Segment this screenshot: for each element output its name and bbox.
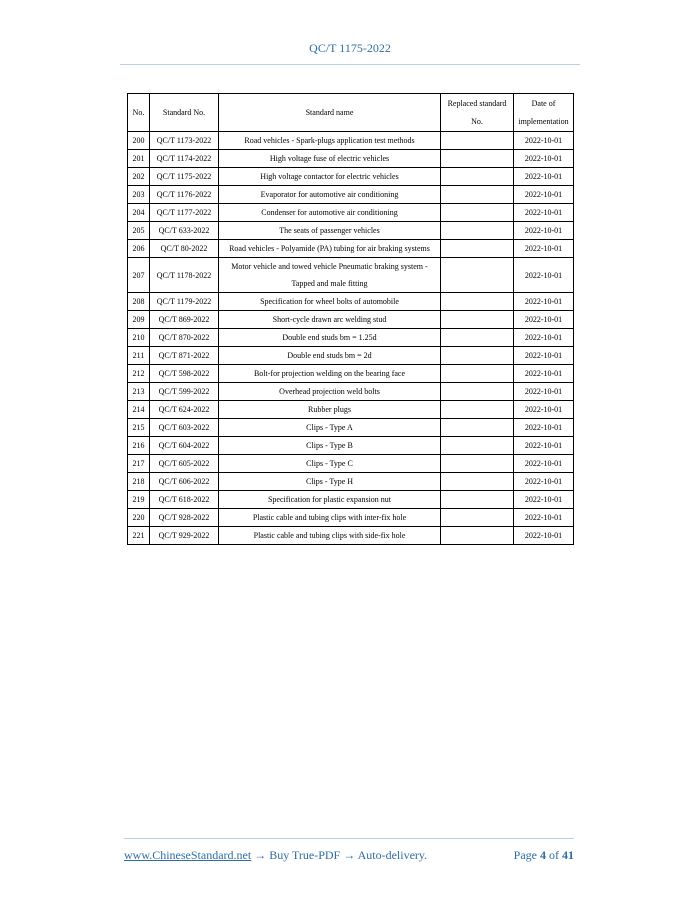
cell-replaced: [441, 527, 514, 545]
table-body: [128, 132, 574, 545]
table-row: [128, 132, 574, 150]
cell-standard-name: Specification for plastic expansion nut: [219, 491, 441, 509]
table-row: [128, 329, 574, 347]
table-row: [128, 311, 574, 329]
cell-replaced: [441, 168, 514, 186]
cell-standard-name: Clips - Type B: [219, 437, 441, 455]
page-number: 4: [540, 848, 546, 862]
table-row: [128, 347, 574, 365]
table-row: [128, 491, 574, 509]
cell-date: 2022-10-01: [514, 455, 574, 473]
table-row: [128, 293, 574, 311]
cell-standard-no: QC/T 929-2022: [150, 527, 219, 545]
cell-replaced: [441, 258, 514, 293]
cell-standard-name: High voltage fuse of electric vehicles: [219, 150, 441, 168]
table-row: [128, 419, 574, 437]
cell-standard-no: QC/T 870-2022: [150, 329, 219, 347]
cell-standard-no: QC/T 1173-2022: [150, 132, 219, 150]
table-row: [128, 527, 574, 545]
cell-date: 2022-10-01: [514, 311, 574, 329]
table-row: [128, 222, 574, 240]
buy-pdf-link[interactable]: Buy True-PDF: [269, 848, 341, 862]
cell-standard-no: QC/T 871-2022: [150, 347, 219, 365]
table-row: [128, 383, 574, 401]
table-row: [128, 168, 574, 186]
cell-no: 213: [128, 383, 150, 401]
table-row: [128, 204, 574, 222]
cell-replaced: [441, 509, 514, 527]
delivery-text: Auto-delivery.: [357, 848, 428, 862]
cell-standard-name: Clips - Type H: [219, 473, 441, 491]
table-row: [128, 258, 574, 293]
cell-no: 221: [128, 527, 150, 545]
cell-replaced: [441, 240, 514, 258]
cell-standard-name: Double end studs bm = 2d: [219, 347, 441, 365]
col-header-standard-no: Standard No.: [150, 94, 219, 132]
cell-replaced: [441, 132, 514, 150]
cell-no: 208: [128, 293, 150, 311]
cell-no: 219: [128, 491, 150, 509]
cell-replaced: [441, 455, 514, 473]
table-row: [128, 365, 574, 383]
cell-no: 200: [128, 132, 150, 150]
cell-standard-no: QC/T 1179-2022: [150, 293, 219, 311]
cell-standard-name: Rubber plugs: [219, 401, 441, 419]
cell-standard-name: Overhead projection weld bolts: [219, 383, 441, 401]
cell-date: 2022-10-01: [514, 383, 574, 401]
cell-date: 2022-10-01: [514, 258, 574, 293]
cell-replaced: [441, 293, 514, 311]
page-total: 41: [562, 848, 574, 862]
cell-standard-no: QC/T 624-2022: [150, 401, 219, 419]
cell-standard-no: QC/T 1178-2022: [150, 258, 219, 293]
arrow-right-icon: →: [254, 848, 267, 862]
cell-replaced: [441, 222, 514, 240]
cell-date: 2022-10-01: [514, 527, 574, 545]
arrow-right-icon: →: [343, 848, 356, 862]
cell-date: 2022-10-01: [514, 401, 574, 419]
standards-table: [127, 93, 574, 545]
cell-no: 217: [128, 455, 150, 473]
cell-standard-name: Road vehicles - Spark-plugs application test methods: [219, 132, 441, 150]
footer-promo: [124, 848, 427, 863]
cell-standard-no: QC/T 1177-2022: [150, 204, 219, 222]
cell-no: 204: [128, 204, 150, 222]
table-row: [128, 455, 574, 473]
cell-date: 2022-10-01: [514, 150, 574, 168]
header-divider: [120, 64, 580, 65]
cell-standard-no: QC/T 869-2022: [150, 311, 219, 329]
cell-date: 2022-10-01: [514, 419, 574, 437]
cell-standard-no: QC/T 604-2022: [150, 437, 219, 455]
cell-date: 2022-10-01: [514, 329, 574, 347]
cell-no: 203: [128, 186, 150, 204]
cell-date: 2022-10-01: [514, 204, 574, 222]
cell-no: 218: [128, 473, 150, 491]
cell-standard-name: Bolt-for projection welding on the bearing face: [219, 365, 441, 383]
cell-standard-no: QC/T 598-2022: [150, 365, 219, 383]
table-header-row: [128, 94, 574, 132]
cell-no: 212: [128, 365, 150, 383]
cell-standard-no: QC/T 605-2022: [150, 455, 219, 473]
cell-no: 216: [128, 437, 150, 455]
col-header-no: No.: [128, 94, 150, 132]
cell-standard-no: QC/T 603-2022: [150, 419, 219, 437]
cell-date: 2022-10-01: [514, 473, 574, 491]
cell-standard-no: QC/T 928-2022: [150, 509, 219, 527]
table-row: [128, 473, 574, 491]
cell-replaced: [441, 311, 514, 329]
cell-standard-no: QC/T 633-2022: [150, 222, 219, 240]
cell-replaced: [441, 150, 514, 168]
cell-replaced: [441, 419, 514, 437]
cell-no: 202: [128, 168, 150, 186]
cell-replaced: [441, 401, 514, 419]
cell-no: 206: [128, 240, 150, 258]
cell-standard-no: QC/T 80-2022: [150, 240, 219, 258]
cell-date: 2022-10-01: [514, 222, 574, 240]
table-row: [128, 150, 574, 168]
cell-standard-name: Short-cycle drawn arc welding stud: [219, 311, 441, 329]
cell-date: 2022-10-01: [514, 491, 574, 509]
cell-no: 214: [128, 401, 150, 419]
cell-no: 220: [128, 509, 150, 527]
cell-standard-name: The seats of passenger vehicles: [219, 222, 441, 240]
cell-standard-no: QC/T 618-2022: [150, 491, 219, 509]
cell-replaced: [441, 437, 514, 455]
cell-standard-name: Road vehicles - Polyamide (PA) tubing for air braking systems: [219, 240, 441, 258]
cell-replaced: [441, 329, 514, 347]
site-link[interactable]: www.ChineseStandard.net: [124, 848, 252, 862]
cell-date: 2022-10-01: [514, 347, 574, 365]
table-row: [128, 509, 574, 527]
table-row: [128, 401, 574, 419]
col-header-date: Date of implementation: [514, 94, 574, 132]
cell-no: 201: [128, 150, 150, 168]
cell-standard-name: Plastic cable and tubing clips with inter-fix hole: [219, 509, 441, 527]
cell-standard-name: Evaporator for automotive air conditioning: [219, 186, 441, 204]
cell-standard-name: Clips - Type A: [219, 419, 441, 437]
page-header-title: QC/T 1175-2022: [309, 41, 391, 55]
cell-standard-name: Double end studs bm = 1.25d: [219, 329, 441, 347]
cell-standard-no: QC/T 1176-2022: [150, 186, 219, 204]
cell-replaced: [441, 186, 514, 204]
cell-standard-name: Plastic cable and tubing clips with side-fix hole: [219, 527, 441, 545]
cell-no: 209: [128, 311, 150, 329]
cell-replaced: [441, 383, 514, 401]
cell-standard-no: QC/T 606-2022: [150, 473, 219, 491]
cell-no: 210: [128, 329, 150, 347]
table-row: [128, 240, 574, 258]
cell-standard-name: Clips - Type C: [219, 455, 441, 473]
cell-replaced: [441, 473, 514, 491]
cell-standard-name: Motor vehicle and towed vehicle Pneumatic braking system - Tapped and male fitting: [219, 258, 441, 293]
of-word: of: [549, 848, 559, 862]
cell-no: 215: [128, 419, 150, 437]
cell-date: 2022-10-01: [514, 437, 574, 455]
cell-no: 207: [128, 258, 150, 293]
table-row: [128, 437, 574, 455]
cell-replaced: [441, 365, 514, 383]
cell-date: 2022-10-01: [514, 186, 574, 204]
page-indicator: [514, 848, 574, 863]
table-row: [128, 186, 574, 204]
cell-standard-no: QC/T 1174-2022: [150, 150, 219, 168]
footer-divider: [124, 838, 574, 839]
page-word: Page: [513, 848, 537, 862]
cell-standard-name: High voltage contactor for electric vehicles: [219, 168, 441, 186]
col-header-standard-name: Standard name: [219, 94, 441, 132]
cell-date: 2022-10-01: [514, 132, 574, 150]
cell-standard-name: Condenser for automotive air conditioning: [219, 204, 441, 222]
cell-date: 2022-10-01: [514, 293, 574, 311]
cell-date: 2022-10-01: [514, 509, 574, 527]
cell-replaced: [441, 204, 514, 222]
cell-standard-no: QC/T 1175-2022: [150, 168, 219, 186]
cell-date: 2022-10-01: [514, 168, 574, 186]
col-header-replaced: Replaced standard No.: [441, 94, 514, 132]
cell-date: 2022-10-01: [514, 365, 574, 383]
cell-standard-no: QC/T 599-2022: [150, 383, 219, 401]
cell-no: 205: [128, 222, 150, 240]
cell-replaced: [441, 491, 514, 509]
cell-standard-name: Specification for wheel bolts of automobile: [219, 293, 441, 311]
cell-replaced: [441, 347, 514, 365]
cell-no: 211: [128, 347, 150, 365]
cell-date: 2022-10-01: [514, 240, 574, 258]
